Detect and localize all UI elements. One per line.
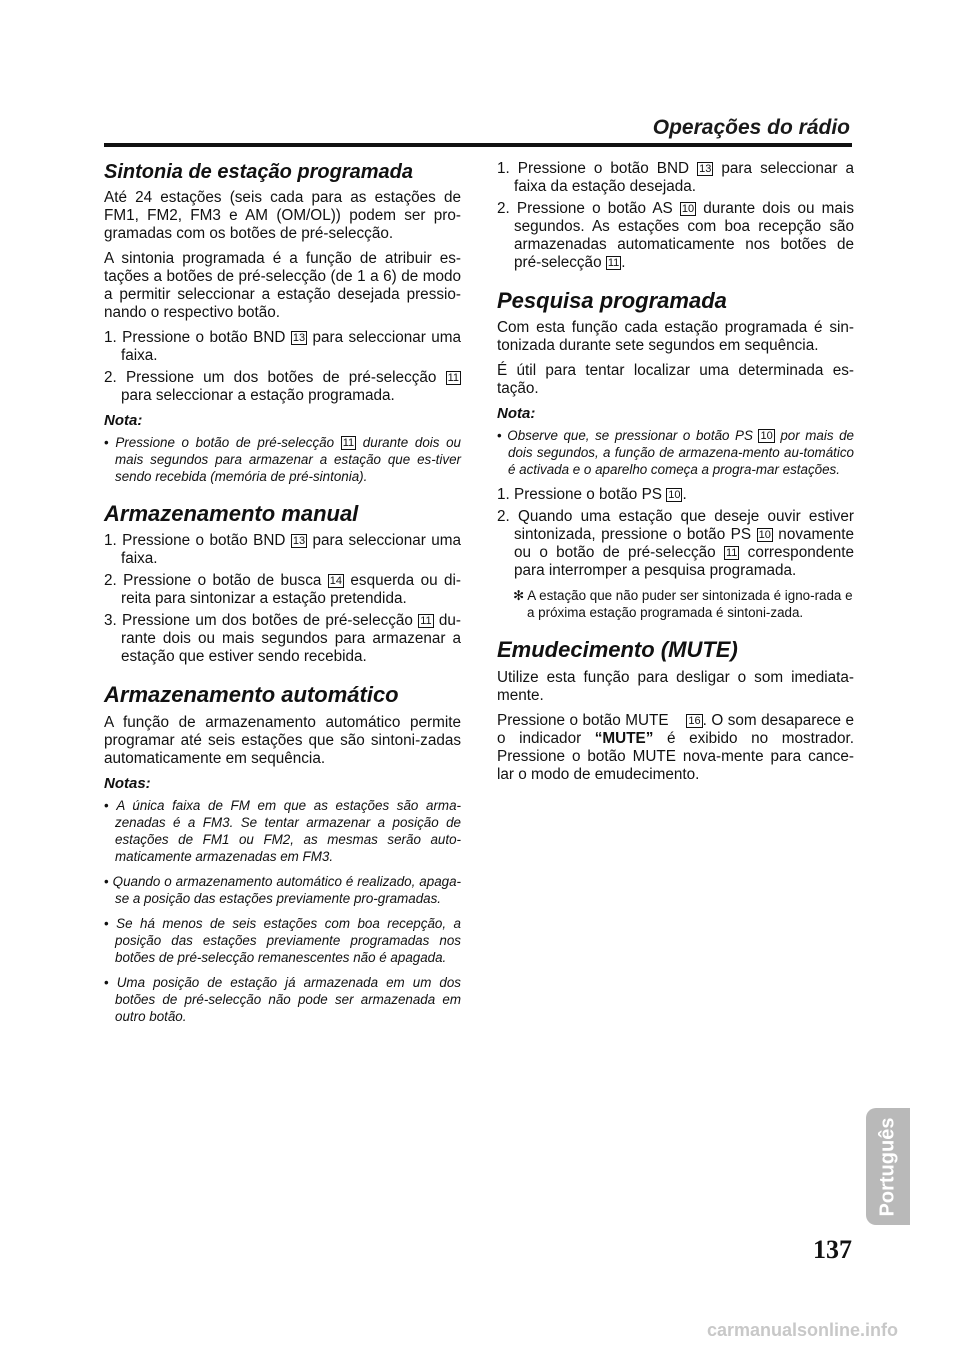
key-11-icon: 11 [725, 547, 738, 560]
note-item: • Quando o armazenamento automático é realizado, apaga-se a posição das estações previamente pro-gramadas. [104, 873, 461, 907]
note-item: • A única faixa de FM em que as estações são arma-zenadas é a FM3. Se tentar armazenar a posição de estações de FM1 ou FM2, as mesmas serão auto-maticamente armazenadas em FM3. [104, 797, 461, 865]
section-heading-auto-storage: Armazenamento automático [104, 682, 399, 708]
key-13-icon: 13 [292, 332, 306, 344]
step-item: 3. Pressione um dos botões de pré-selecção 11 du-rante dois ou mais segundos para armazenar a estação que estiver sendo recebida. [104, 612, 461, 666]
step-item: 1. Pressione o botão PS 10 . [497, 486, 687, 504]
section-heading-preset-scan: Pesquisa programada [497, 288, 727, 313]
note-label: Nota: [104, 412, 143, 429]
key-11-icon: 11 [607, 257, 620, 269]
notes-list [104, 434, 461, 485]
paragraph: Pressione o botão MUTE 16 . O som desaparece e o indicador “MUTE” é exibido no mostrador. Pressione o botão MUTE nova-mente para cance-lar o modo de emudecimento. [497, 711, 855, 783]
key-13-icon: 13 [292, 535, 306, 548]
step-item: 1. Pressione o botão BND 13 para seleccionar uma faixa. [104, 329, 461, 364]
note-item: • Observe que, se pressionar o botão PS 10 por mais de dois segundos, a função de armazena-mento au-tomático é activada e o aparelho começa a progra-mar estações. [497, 427, 854, 478]
step-item: 1. Pressione o botão BND 13 para seleccionar uma faixa. [104, 532, 461, 568]
mute-indicator-text: “MUTE” [594, 729, 654, 747]
key-10-icon: 10 [668, 489, 681, 502]
notes-list [104, 797, 461, 1025]
notes-list [497, 427, 854, 478]
note-item: • Uma posição de estação já armazenada em um dos botões de pré-selecção não pode ser armazenada em outro botão. [104, 974, 461, 1025]
section-heading-manual-storage: Armazenamento manual [104, 501, 359, 526]
step-item: 2. Pressione o botão AS 10 durante dois ou mais segundos. As estações com boa recepção são armazenadas automaticamente nos botões de pré-selecção 11 . [497, 200, 854, 271]
page-header-title: Operações do rádio [652, 116, 850, 139]
language-tab-label: Português [876, 1117, 899, 1216]
paragraph: É útil para tentar localizar uma determinada es-tação. [497, 362, 854, 398]
key-10-icon: 10 [681, 203, 695, 215]
header-rule [104, 143, 852, 147]
steps-list [104, 532, 461, 666]
watermark: carmanualsonline.info [706, 1320, 898, 1340]
key-11-icon: 11 [420, 615, 432, 628]
paragraph: A função de armazenamento automático permite programar até seis estações que são sintoni-zadas automaticamente em sequência. [104, 713, 461, 767]
note-label: Nota: [497, 405, 536, 423]
notes-label: Notas: [104, 774, 151, 792]
language-tab [866, 1108, 910, 1225]
paragraph: Até 24 estações (seis cada para as estações de FM1, FM2, FM3 e AM (OM/OL)) podem ser pro-gramadas com os botões de pré-selecção. [104, 189, 461, 242]
note-item: • Pressione o botão de pré-selecção 11 durante dois ou mais segundos para armazenar a estação que es-tiver sendo recebida (memória de pré-sintonia). [104, 434, 461, 485]
key-14-icon: 14 [329, 575, 343, 588]
key-11-icon: 11 [342, 437, 355, 449]
note-item: • Se há menos de seis estações com boa recepção, a posição das estações previamente programadas nos botões de pré-selecção remanescentes não é apagada. [104, 915, 461, 966]
paragraph: Utilize esta função para desligar o som imediata-mente. [497, 668, 854, 704]
paragraph: Com esta função cada estação programada é sin-tonizada durante sete segundos em sequência. [497, 319, 854, 355]
section-heading-mute: Emudecimento (MUTE) [497, 637, 738, 663]
step-item: 2. Quando uma estação que deseje ouvir estiver sintonizada, pressione o botão PS 10 novamente ou o botão de pré-selecção 11 correspondente para interromper a pesquisa programada. [497, 508, 854, 580]
key-13-icon: 13 [699, 163, 712, 175]
key-16-icon: 16 [688, 714, 701, 727]
key-11-icon: 11 [447, 372, 459, 384]
right-column [497, 160, 854, 791]
steps-list [104, 329, 461, 405]
paragraph: A sintonia programada é a função de atribuir es-tações a botões de pré-selecção (de 1 a 6) de modo a permitir seleccionar a estação desejada pressio-nando o respectivo botão. [104, 250, 461, 321]
steps-list [497, 486, 854, 580]
asterisk-icon: ✻ [513, 588, 525, 604]
key-10-icon: 10 [760, 430, 773, 443]
steps-list [497, 160, 854, 272]
key-10-icon: 10 [758, 529, 771, 542]
asterisk-note: ✻ A estação que não puder ser sintonizada é igno-rada e a próxima estação programada é sintoni-zada. [513, 588, 853, 621]
left-column [104, 160, 461, 1033]
step-item: 1. Pressione o botão BND 13 para seleccionar a faixa da estação desejada. [497, 160, 854, 195]
step-item: 2. Pressione um dos botões de pré-selecção 11 para seleccionar a estação programada. [104, 369, 459, 404]
page-number: 137 [813, 1235, 852, 1264]
section-heading-preset-tuning: Sintonia de estação programada [104, 161, 413, 183]
step-item: 2. Pressione o botão de busca 14 esquerda ou di-reita para sintonizar a estação pretendida. [104, 572, 461, 608]
